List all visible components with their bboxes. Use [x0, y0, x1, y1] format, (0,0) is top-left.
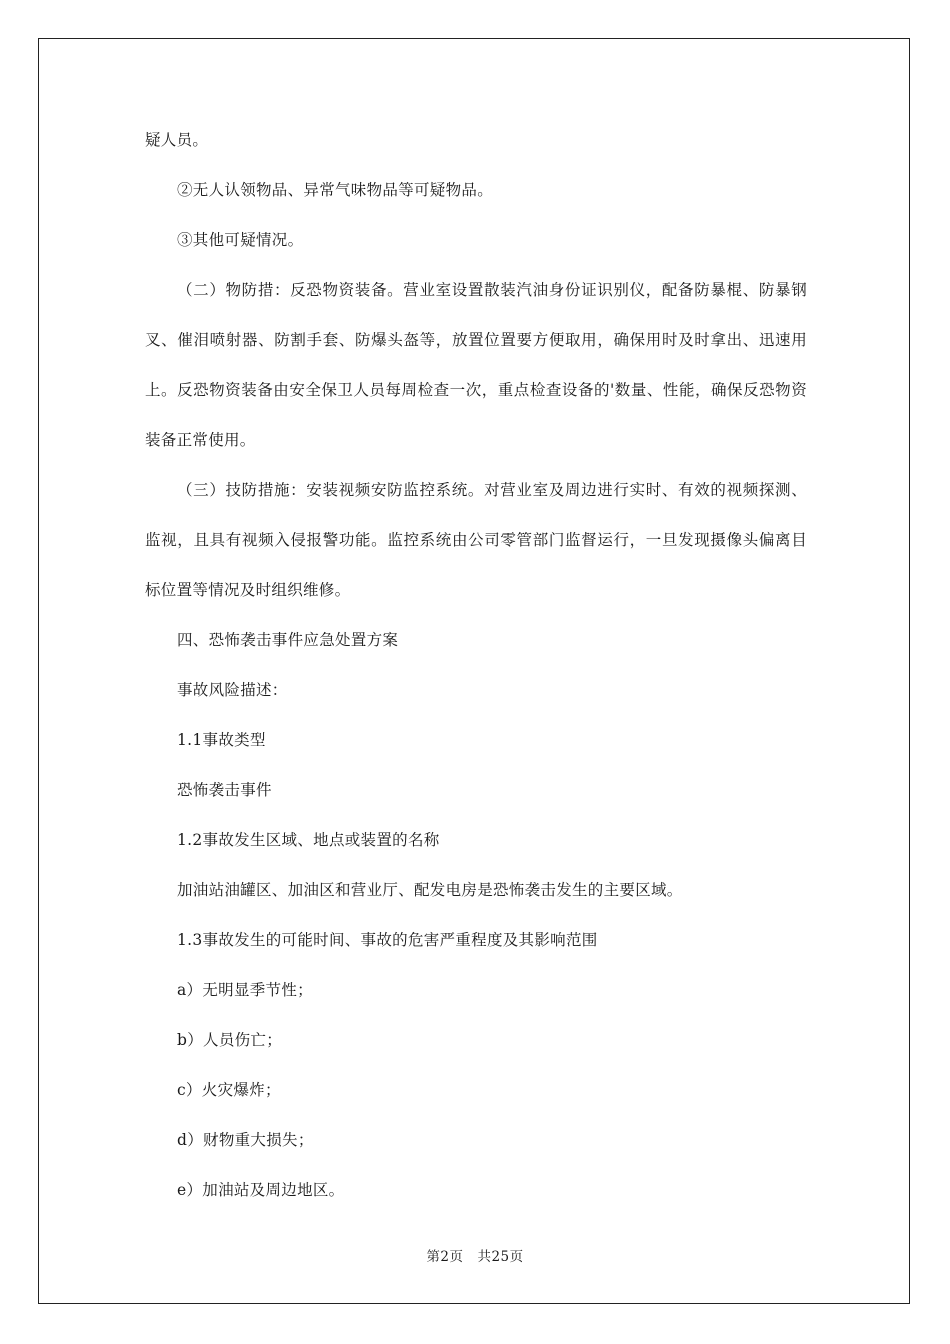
list-item-d: d）财物重大损失；: [177, 1131, 314, 1149]
paragraph-technical-measures: （三）技防措施：安装视频安防监控系统。对营业室及周边进行实时、有效的视频探测、监视，且具有视频入侵报警功能。监控系统由公司零管部门监督运行，一旦发现摄像头偏离目标位置等情况及时组织维修。: [145, 481, 807, 599]
subheading-1-3: 1.3事故发生的可能时间、事故的危害严重程度及其影响范围: [177, 931, 598, 949]
page-number: 第2页: [426, 1249, 464, 1265]
page-footer: [0, 1248, 950, 1266]
paragraph-accident-type: 恐怖袭击事件: [177, 781, 272, 799]
paragraph-accident-areas: 加油站油罐区、加油区和营业厅、配发电房是恐怖袭击发生的主要区域。: [177, 881, 683, 899]
document-body: [145, 115, 807, 1215]
paragraph-1: 疑人员。: [145, 131, 209, 149]
list-item-c: c）火灾爆炸；: [177, 1081, 281, 1099]
page-total: 共25页: [477, 1249, 524, 1265]
list-item-a: a）无明显季节性；: [177, 981, 313, 999]
subheading-1-2: 1.2事故发生区域、地点或装置的名称: [177, 831, 440, 849]
paragraph-2: ②无人认领物品、异常气味物品等可疑物品。: [177, 181, 494, 199]
list-item-e: e）加油站及周边地区。: [177, 1181, 345, 1199]
subheading-1-1: 1.1事故类型: [177, 731, 266, 749]
section-heading: 四、恐怖袭击事件应急处置方案: [177, 631, 399, 649]
subheading-risk-description: 事故风险描述：: [177, 681, 288, 699]
paragraph-physical-measures: （二）物防措：反恐物资装备。营业室设置散装汽油身份证识别仪，配备防暴棍、防暴钢叉、催泪喷射器、防割手套、防爆头盔等，放置位置要方便取用，确保用时及时拿出、迅速用上。反恐物资装备由安全保卫人员每周检查一次，重点检查设备的'数量、性能，确保反恐物资装备正常使用。: [145, 281, 807, 449]
list-item-b: b）人员伤亡；: [177, 1031, 283, 1049]
paragraph-3: ③其他可疑情况。: [177, 231, 304, 249]
